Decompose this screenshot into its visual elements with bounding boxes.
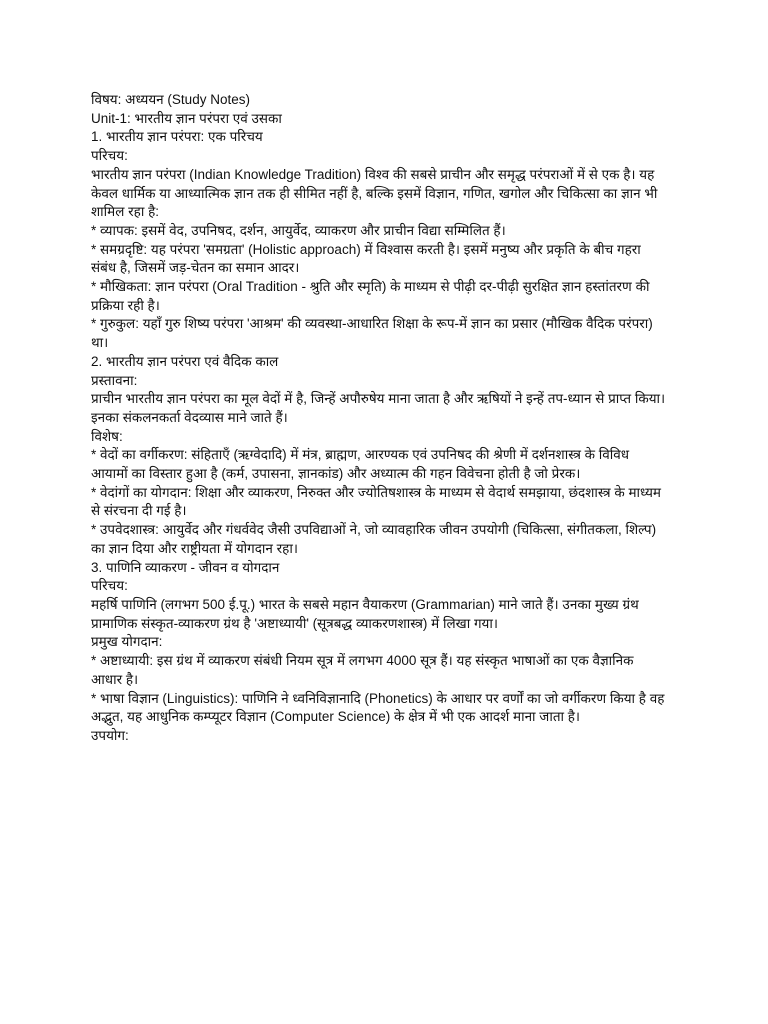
bullet-item: * उपवेदशास्त्र: आयुर्वेद और गंधर्ववेद जैसी उपविद्याओं ने, जो व्यावहारिक जीवन उपयोगी (चिकित्सा, संगीतकला, शिल्प) का ज्ञान दिया और राष्ट्रीयता में योगदान रहा। [91, 522, 657, 556]
section-heading-3: 3. पाणिनि व्याकरण - जीवन व योगदान [91, 559, 280, 575]
paragraph: भारतीय ज्ञान परंपरा (Indian Knowledge Tradition) विश्व की सबसे प्राचीन और समृद्ध परंपराओं में से एक है। यह केवल धार्मिक या आध्यात्मिक ज्ञान तक ही सीमित नहीं है, बल्कि इसमें विज्ञान, गणित, खगोल और चिकित्सा का ज्ञान भी शामिल रहा है: [91, 166, 658, 220]
bullet-item: * गुरुकुल: यहाँ गुरु शिष्य परंपरा 'आश्रम' की व्यवस्था-आधारित शिक्षा के रूप-में ज्ञान का प्रसार (मौखिक वैदिक परंपरा) था। [91, 316, 653, 351]
subheading-usage: उपयोग: [91, 727, 129, 743]
paragraph: महर्षि पाणिनि (लगभग 500 ई.पू.) भारत के सबसे महान वैयाकरण (Grammarian) माने जाते हैं। उनका मुख्य ग्रंथ प्रामाणिक संस्कृत-व्याकरण ग्रंथ है 'अष्टाध्यायी' (सूत्रबद्ध व्याकरणशास्त्र) में लिखा गया। [91, 596, 639, 631]
paragraph: प्राचीन भारतीय ज्ञान परंपरा का मूल वेदों में है, जिन्हें अपौरुषेय माना जाता है और ऋषियों ने इन्हें तप-ध्यान से प्राप्त किया। इनका संकलनकर्ता वेदव्यास माने जाते हैं। [91, 391, 666, 425]
subheading-intro: परिचय: [91, 578, 128, 594]
subheading-special: विशेष: [91, 428, 123, 444]
bullet-item: * वेदांगों का योगदान: शिक्षा और व्याकरण, निरुक्त और ज्योतिषशास्त्र के माध्यम से वेदार्थ समझाया, छंदशास्त्र के माध्यम से संरचना दी गई है। [91, 484, 662, 519]
bullet-item: * व्यापक: इसमें वेद, उपनिषद, दर्शन, आयुर्वेद, व्याकरण और प्राचीन विद्या सम्मिलित हैं। [91, 222, 506, 238]
doc-subject-line: विषय: अध्ययन (Study Notes) [91, 92, 250, 107]
subheading-intro: परिचय: [91, 148, 128, 164]
section-heading-2: 2. भारतीय ज्ञान परंपरा एवं वैदिक काल [91, 353, 279, 369]
section-heading-1: 1. भारतीय ज्ञान परंपरा: एक परिचय [91, 129, 263, 145]
doc-unit-title: Unit-1: भारतीय ज्ञान परंपरा एवं उसका [91, 110, 282, 126]
bullet-item: * समग्रदृष्टि: यह परंपरा 'समग्रता' (Holistic approach) में विश्वास करती है। इसमें मनुष्य और प्रकृति के बीच गहरा संबंध है, जिसमें जड़-चेतन का समान आदर। [91, 241, 641, 276]
bullet-item: * मौखिकता: ज्ञान परंपरा (Oral Tradition - श्रुति और स्मृति) के माध्यम से पीढ़ी दर-पीढ़ी सुरक्षित ज्ञान हस्तांतरण की प्रक्रिया रही है। [91, 279, 650, 313]
bullet-item: * अष्टाध्यायी: इस ग्रंथ में व्याकरण संबंधी नियम सूत्र में लगभग 4000 सूत्र हैं। यह संस्कृत भाषाओं का एक वैज्ञानिक आधार है। [91, 653, 634, 687]
bullet-item: * वेदों का वर्गीकरण: संहिताएँ (ऋग्वेदादि) में मंत्र, ब्राह्मण, आरण्यक एवं उपनिषद की श्रेणी में दर्शनशास्त्र के विविध आयामों का विस्तार हुआ है (कर्म, उपासना, ज्ञानकांड) और अध्यात्म की गहन विवेचना होती है जो प्रेरक। [91, 447, 630, 482]
subheading-preface: प्रस्तावना: [91, 372, 138, 388]
bullet-item: * भाषा विज्ञान (Linguistics): पाणिनि ने ध्वनिविज्ञानादि (Phonetics) के आधार पर वर्णों का जो वर्गीकरण किया है वह अद्भुत, यह आधुनिक कम्प्यूटर विज्ञान (Computer Science) के क्षेत्र में भी एक आदर्श माना जाता है। [91, 690, 665, 725]
subheading-contributions: प्रमुख योगदान: [91, 634, 163, 650]
